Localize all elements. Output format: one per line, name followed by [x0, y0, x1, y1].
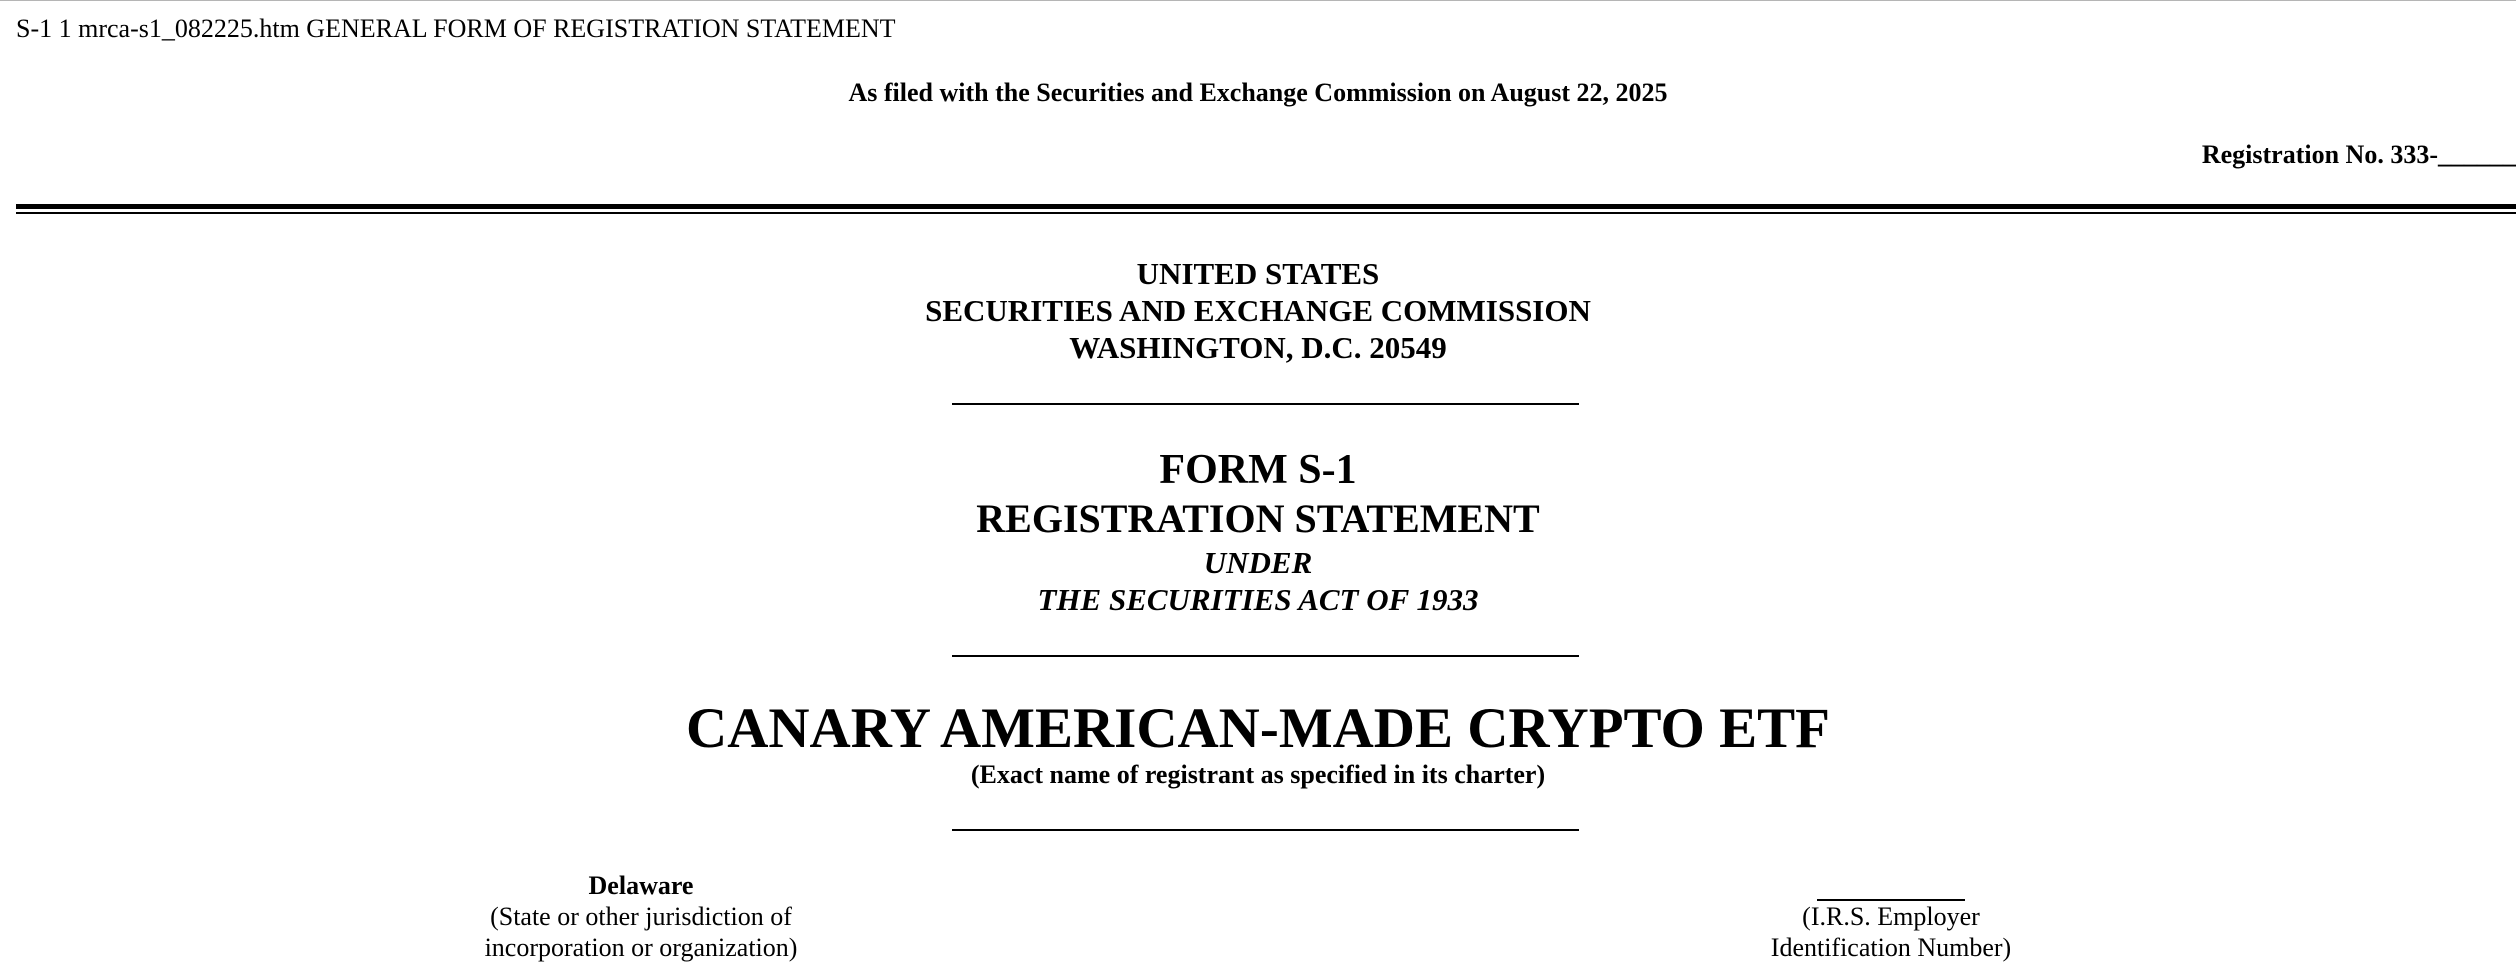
form-under: UNDER: [1203, 545, 1313, 580]
divider-rule-3: [952, 829, 1579, 831]
registration-number: Registration No. 333-______: [2201, 140, 2516, 169]
form-heading: [0, 446, 2516, 618]
agency-name: SECURITIES AND EXCHANGE COMMISSION: [925, 293, 1591, 328]
document-header: S-1 1 mrca-s1_082225.htm GENERAL FORM OF REGISTRATION STATEMENT: [16, 14, 896, 43]
form-act: THE SECURITIES ACT OF 1933: [1037, 582, 1479, 617]
employer-id-caption-line2: Identification Number): [1770, 933, 2012, 962]
jurisdiction-block: [441, 870, 841, 963]
jurisdiction-caption-line1: (State or other jurisdiction of: [490, 902, 792, 931]
jurisdiction-caption-line2: incorporation or organization): [484, 933, 798, 962]
form-subtitle: REGISTRATION STATEMENT: [976, 496, 1540, 541]
filing-date-line: As filed with the Securities and Exchange Commission on August 22, 2025: [848, 78, 1668, 107]
registrant-name: CANARY AMERICAN-MADE CRYPTO ETF: [686, 697, 1830, 760]
registrant-name-caption: (Exact name of registrant as specified in its charter): [970, 760, 1546, 789]
divider-rule-1: [952, 403, 1579, 405]
page-top-border: [0, 0, 2516, 1]
employer-id-blank: [1817, 872, 1965, 901]
employer-id-block: [1691, 870, 2091, 963]
agency-country: UNITED STATES: [1136, 256, 1380, 291]
header-double-rule: [16, 204, 2516, 216]
form-title: FORM S-1: [1159, 447, 1357, 493]
agency-address: WASHINGTON, D.C. 20549: [1069, 330, 1447, 365]
employer-id-value: [1691, 870, 2091, 901]
employer-id-caption-line1: (I.R.S. Employer: [1802, 902, 1980, 931]
jurisdiction-value: Delaware: [588, 871, 694, 900]
divider-rule-2: [952, 655, 1579, 657]
agency-heading: [0, 255, 2516, 366]
